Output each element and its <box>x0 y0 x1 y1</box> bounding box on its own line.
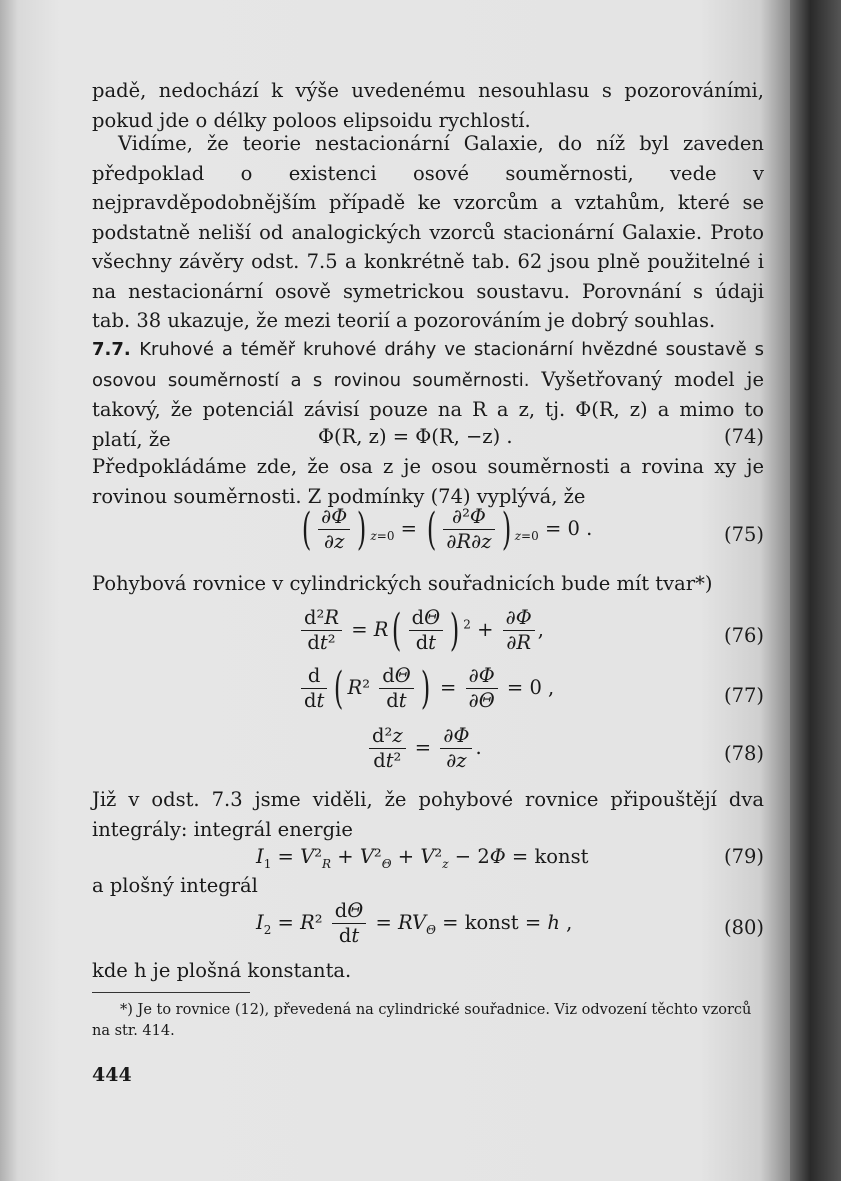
equation-76 <box>92 606 764 666</box>
equation-78 <box>92 724 764 782</box>
equation-80 <box>92 899 764 957</box>
equation-75 <box>92 505 764 565</box>
page-edge-shadow <box>790 0 841 1181</box>
equation-77-number: (77) <box>723 684 764 707</box>
equation-74-number: (74) <box>723 425 764 448</box>
equation-79 <box>92 842 764 872</box>
equation-77 <box>92 664 764 724</box>
section-title: Kruhové a téměř kruhové dráhy ve stacionární hvězdné soustavě s osovou souměrností a s rovinou souměrnosti. <box>92 339 764 391</box>
page-number: 444 <box>92 1064 132 1086</box>
text-after-79: a plošný integrál <box>92 874 258 897</box>
text-after-75: Pohybová rovnice v cylindrických souřadnicích bude mít tvar*) <box>92 572 713 595</box>
equation-78-expr: $\frac{\text{d²z}}{\text{dt²}}$ = $\frac{\partial\Phi}{\partial z}$ . <box>366 724 482 773</box>
equation-79-number: (79) <box>723 845 764 868</box>
section-intro: Vyšetřovaný model je takový, že potenciál závisí pouze na R a z, tj. Φ(R, z) a mimo to platí, že <box>92 367 765 451</box>
equation-80-number: (80) <box>723 916 764 939</box>
equation-77-expr: $\frac{d}{dt}$ ( R² $\frac{d\Theta}{dt}$ ) = $\frac{\partial\Phi}{\partial\Theta}$ = 0 , <box>298 664 554 713</box>
equation-76-expr: $\frac{\text{d²R}}{\text{dt²}}$ = R( $\frac{d\Theta}{dt}$ ) $^2$ + $\frac{\partial\Phi}{\partial R}$ , <box>298 606 544 655</box>
text-after-74: Předpokládáme zde, že osa z je osou souměrnosti a rovina xy je rovinou souměrnosti. Z podmínky (74) vyplývá, že <box>92 455 764 508</box>
footnote-rule <box>92 992 250 993</box>
equation-76-number: (76) <box>723 624 764 647</box>
section-number: 7.7. <box>92 339 131 360</box>
equation-80-expr: $I_2 = R^2$ $\frac{d\Theta}{dt}$ = $RV_\Theta$ = konst = h , <box>256 899 573 947</box>
paragraph-2: Vidíme, že teorie nestacionární Galaxie, do níž byl zaveden předpoklad o existenci osové souměrnosti, vede v nejpravděpodobnějším případě ke vzorcům a vztahům, které se podstatně neliší od analogických vzorců stacionární Galaxie. Proto všechny závěry odst. 7.5 a konkrétně tab. 62 jsou plně použitelné i na nestacionární osově symetrickou soustavu. Porovnání s údaji tab. 38 ukazuje, že mezi teorií a pozorováním je dobrý souhlas. <box>92 132 764 332</box>
text-after-78: Již v odst. 7.3 jsme viděli, že pohybové rovnice připouštějí dva integrály: integrál energie <box>92 788 764 841</box>
equation-74-expr: Φ(R, z) = Φ(R, −z) . <box>318 425 513 448</box>
text-after-80: kde h je plošná konstanta. <box>92 959 352 982</box>
paragraph-1: padě, nedochází k výše uvedenému nesouhlasu s pozorováními, pokud jde o délky poloos elipsoidu rychlostí. <box>92 79 764 132</box>
equation-75-expr: ( $\frac{\partial\Phi}{\partial z}$ ) $_{z=0}$ = ( $\frac{\text{∂²Φ}}{\partial R\partial z}$ ) $_{z=0}$ = 0 . <box>301 503 593 555</box>
equation-74 <box>92 422 764 452</box>
footnote: *) Je to rovnice (12), převedená na cylindrické souřadnice. Viz odvození těchto vzorců na str. 414. <box>92 1002 752 1039</box>
equation-78-number: (78) <box>723 742 764 765</box>
equation-79-expr: $I_1 = V^2_R + V^2_\Theta + V^2_z - 2\Phi$ = konst <box>256 845 589 871</box>
equation-75-number: (75) <box>723 523 764 546</box>
